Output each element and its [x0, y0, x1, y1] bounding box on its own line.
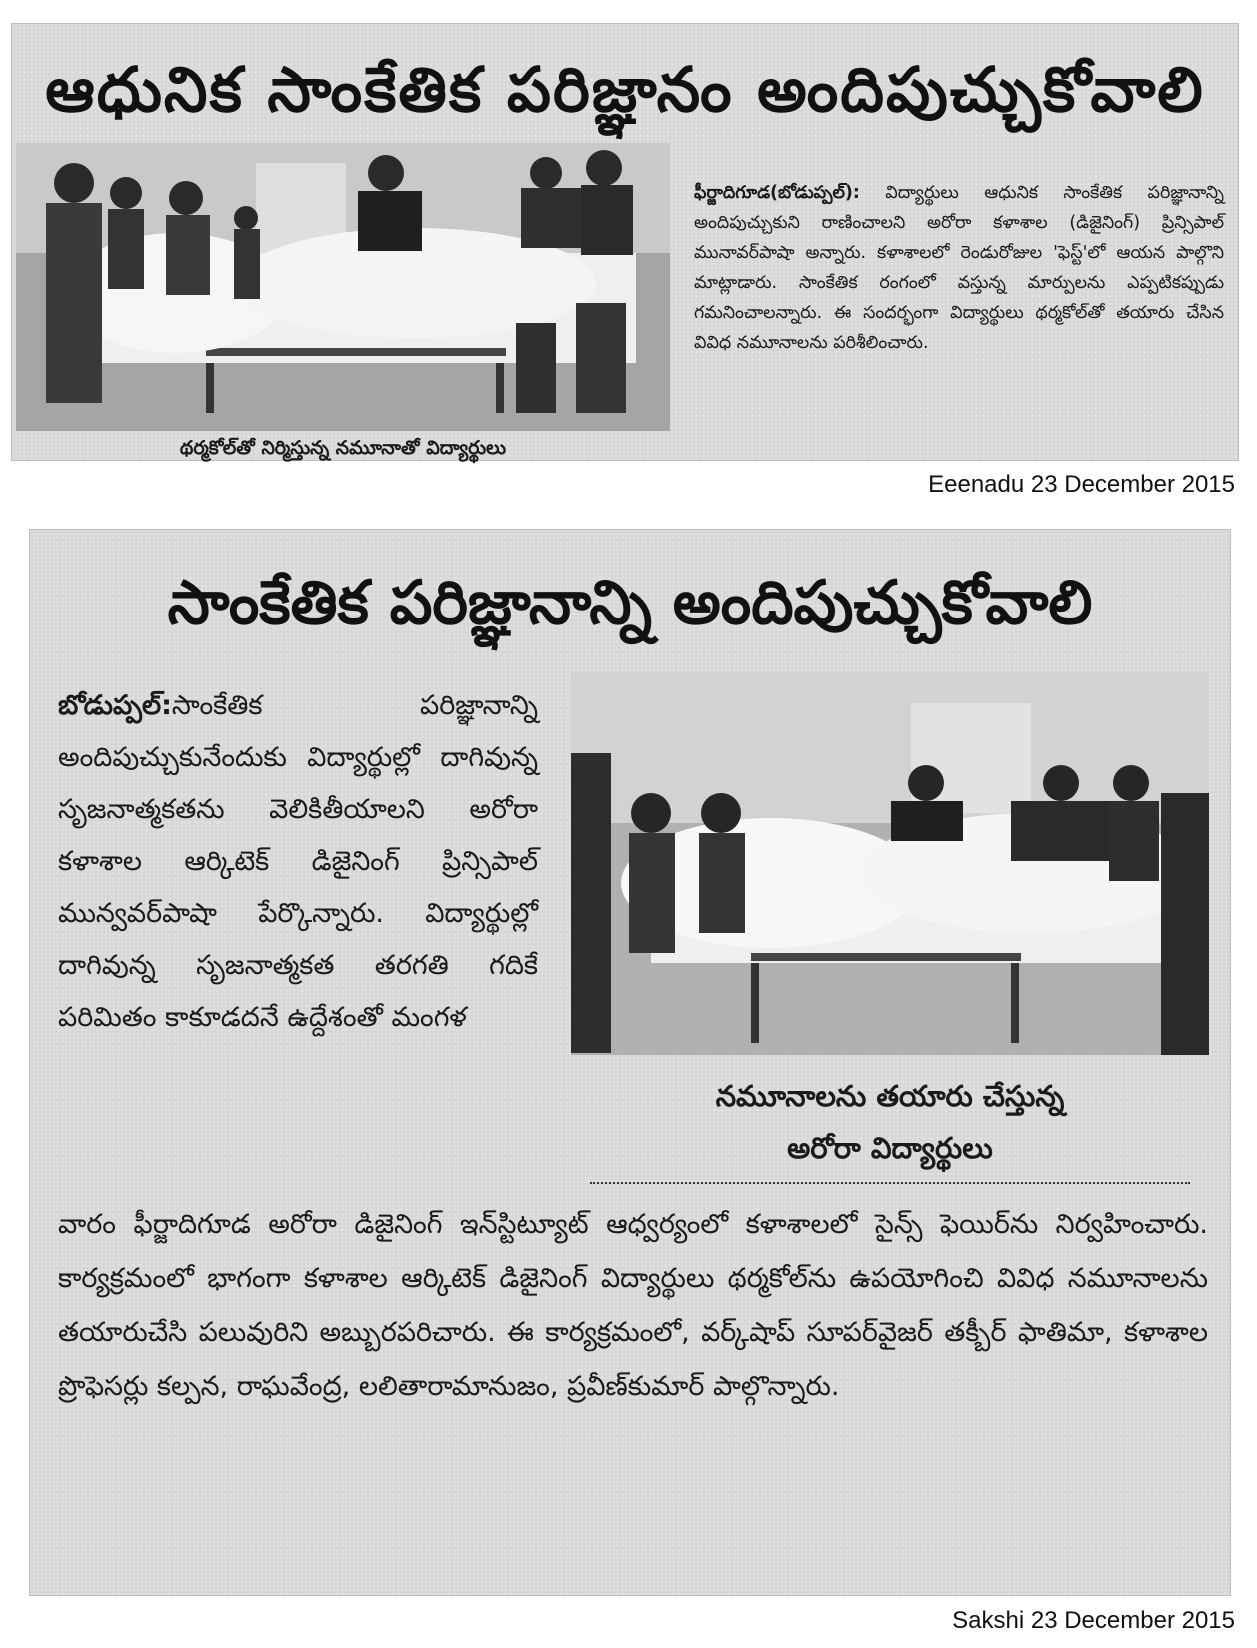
sakshi-article-continuation: వారం ఫీర్జాదిగూడ అరోరా డిజైనింగ్ ఇన్‌స్టిట్యూట్ ఆధ్వర్యంలో కళాశాలలో సైన్స్ ఫెయిర్‌ను నిర్వహించారు. కార్యక్రమంలో భాగంగా కళాశాల ఆర్కిటెక్ డిజైనింగ్ విద్యార్థులు థర్మకోల్‌ను ఉపయోగించి వివిధ నమూనాలను తయారుచేసి పలువురిని అబ్బురపరిచారు. ఈ కార్యక్రమంలో, వర్క్‌షాప్ సూపర్‌వైజర్ తక్బీర్ ఫాతిమా, కళాశాల ప్రొఫెసర్లు కల్పన, రాఘవేంద్ర, లలితారామానుజం, ప్రవీణ్‌కుమార్ పాల్గొన్నారు.	[58, 1209, 1208, 1402]
eenadu-clipping	[12, 24, 1238, 460]
sakshi-caption-divider	[590, 1182, 1190, 1184]
eenadu-dateline: ఫీర్జాదిగూడ(బోడుప్పల్):	[694, 183, 860, 203]
sakshi-clipping	[30, 530, 1230, 1595]
sakshi-source-label: Sakshi 23 December 2015	[952, 1607, 1235, 1634]
sakshi-photo-caption	[571, 1070, 1209, 1180]
sakshi-photo-illustration	[571, 673, 1209, 1055]
sakshi-photo-caption-line-2: అరోరా విద్యార్థులు	[787, 1131, 993, 1165]
eenadu-headline: ఆధునిక సాంకేతిక పరిజ్ఞానం అందిపుచ్చుకోవాలి	[45, 53, 1205, 126]
eenadu-photo	[16, 143, 670, 431]
eenadu-photo-caption: థర్మకోల్‌తో నిర్మిస్తున్న నమూనాతో విద్యార్థులు	[179, 437, 507, 459]
eenadu-source-label: Eeenadu 23 December 2015	[928, 471, 1235, 498]
sakshi-photo	[571, 673, 1209, 1055]
sakshi-article-column	[58, 680, 538, 1180]
eenadu-article-text: విద్యార్థులు ఆధునిక సాంకేతిక పరిజ్ఞానాన్ని అందిపుచ్చుకుని రాణించాలని అరోరా కళాశాల (డిజైనింగ్) ప్రిన్సిపాల్ మునావర్‌పాషా అన్నారు. కళాశాలలో రెండురోజుల 'ఫెస్ట్'లో ఆయన పాల్గొని మాట్లాడారు. సాంకేతిక రంగంలో వస్తున్న మార్పులను ఎప్పటికప్పుడు గమనించాలన్నారు. ఈ సందర్భంగా విద్యార్థులు థర్మకోల్‌తో తయారు చేసిన వివిధ నమూనాలను పరిశీలించారు.	[694, 183, 1224, 353]
eenadu-article-body	[694, 178, 1224, 454]
sakshi-dateline: బోడుప్పల్:	[58, 690, 172, 721]
sakshi-photo-caption-line-1: నమూనాలను తయారు చేస్తున్న	[715, 1079, 1065, 1113]
sakshi-headline: సాంకేతిక పరిజ్ఞానాన్ని అందిపుచ్చుకోవాలి	[167, 568, 1093, 638]
eenadu-photo-illustration	[16, 143, 670, 431]
sakshi-article-column-text: సాంకేతిక పరిజ్ఞానాన్ని అందిపుచ్చుకునేందుకు విద్యార్థుల్లో దాగివున్న సృజనాత్మకతను వెలికితీయాలని అరోరా కళాశాల ఆర్కిటెక్ డిజైనింగ్ ప్రిన్సిపాల్ మున్వవర్‌పాషా పేర్కొన్నారు. విద్యార్థుల్లో దాగివున్న సృజనాత్మకత తరగతి గదికే పరిమితం కాకూడదనే ఉద్దేశంతో మంగళ	[58, 690, 538, 1033]
